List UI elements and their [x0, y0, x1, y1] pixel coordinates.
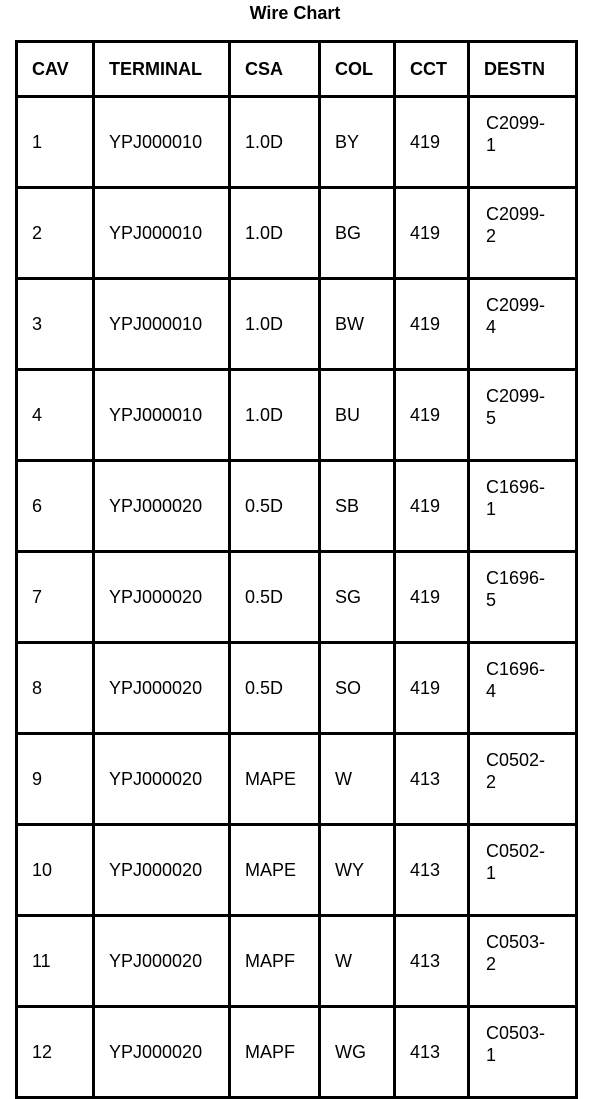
destn-line: C1696- [486, 659, 546, 679]
cell-terminal: YPJ000010 [94, 97, 230, 188]
cell-col: BU [320, 370, 395, 461]
cell-cct: 419 [395, 552, 469, 643]
destn-line: C2099- [486, 204, 546, 224]
cell-cct: 419 [395, 461, 469, 552]
table-row [17, 734, 577, 825]
header-row [17, 42, 577, 97]
cell-csa: 1.0D [230, 97, 320, 188]
cell-cct: 419 [395, 188, 469, 279]
cell-csa: 1.0D [230, 188, 320, 279]
cell-csa: 0.5D [230, 461, 320, 552]
destn-line: 1 [486, 863, 497, 883]
table-row [17, 97, 577, 188]
cell-cct: 413 [395, 1007, 469, 1098]
cell-cav: 8 [17, 643, 94, 734]
destn-line: 1 [486, 1045, 497, 1065]
table-row [17, 825, 577, 916]
cell-destn [469, 552, 577, 643]
cell-cav: 10 [17, 825, 94, 916]
cell-terminal: YPJ000020 [94, 1007, 230, 1098]
cell-cav: 9 [17, 734, 94, 825]
cell-cav: 12 [17, 1007, 94, 1098]
destn-line: C0502- [486, 750, 546, 770]
cell-col: W [320, 734, 395, 825]
column-header-cav: CAV [17, 42, 94, 97]
destn-line: C2099- [486, 295, 546, 315]
cell-terminal: YPJ000010 [94, 188, 230, 279]
cell-csa: MAPF [230, 1007, 320, 1098]
cell-cav: 6 [17, 461, 94, 552]
cell-csa: 1.0D [230, 279, 320, 370]
cell-csa: MAPE [230, 734, 320, 825]
destn-line: 1 [486, 135, 497, 155]
cell-terminal: YPJ000010 [94, 279, 230, 370]
cell-col: SG [320, 552, 395, 643]
cell-destn [469, 734, 577, 825]
cell-cct: 419 [395, 279, 469, 370]
cell-destn [469, 279, 577, 370]
destn-line: C0503- [486, 932, 546, 952]
destn-line: 2 [486, 954, 497, 974]
page-title: Wire Chart [249, 3, 341, 23]
column-header-destn: DESTN [469, 42, 577, 97]
cell-destn [469, 1007, 577, 1098]
destn-line: 5 [486, 590, 497, 610]
cell-cct: 419 [395, 370, 469, 461]
column-header-terminal: TERMINAL [94, 42, 230, 97]
cell-cav: 4 [17, 370, 94, 461]
cell-cav: 1 [17, 97, 94, 188]
destn-line: C0502- [486, 841, 546, 861]
cell-col: W [320, 916, 395, 1007]
cell-col: WY [320, 825, 395, 916]
cell-col: WG [320, 1007, 395, 1098]
table-row [17, 643, 577, 734]
cell-cct: 419 [395, 97, 469, 188]
column-header-csa: CSA [230, 42, 320, 97]
destn-line: 1 [486, 499, 497, 519]
destn-line: 2 [486, 226, 497, 246]
destn-line: C0503- [486, 1023, 546, 1043]
cell-destn [469, 461, 577, 552]
cell-terminal: YPJ000020 [94, 643, 230, 734]
column-header-cct: CCT [395, 42, 469, 97]
table-row [17, 370, 577, 461]
cell-csa: 1.0D [230, 370, 320, 461]
cell-csa: 0.5D [230, 643, 320, 734]
destn-line: C2099- [486, 113, 546, 133]
cell-cct: 413 [395, 916, 469, 1007]
cell-terminal: YPJ000020 [94, 461, 230, 552]
table-row [17, 552, 577, 643]
cell-destn [469, 825, 577, 916]
table-body [17, 97, 577, 1098]
destn-line: 4 [486, 681, 497, 701]
destn-line: 2 [486, 772, 497, 792]
cell-cav: 7 [17, 552, 94, 643]
destn-line: C1696- [486, 477, 546, 497]
cell-destn [469, 370, 577, 461]
table-row [17, 916, 577, 1007]
destn-line: C2099- [486, 386, 546, 406]
cell-terminal: YPJ000020 [94, 552, 230, 643]
table-row [17, 461, 577, 552]
cell-cct: 419 [395, 643, 469, 734]
cell-cav: 2 [17, 188, 94, 279]
cell-col: BY [320, 97, 395, 188]
column-header-col: COL [320, 42, 395, 97]
table-row [17, 279, 577, 370]
table-row [17, 1007, 577, 1098]
destn-line: 4 [486, 317, 497, 337]
cell-col: SB [320, 461, 395, 552]
cell-destn [469, 916, 577, 1007]
cell-csa: MAPF [230, 916, 320, 1007]
cell-terminal: YPJ000020 [94, 916, 230, 1007]
cell-col: SO [320, 643, 395, 734]
cell-cct: 413 [395, 734, 469, 825]
destn-line: C1696- [486, 568, 546, 588]
cell-destn [469, 97, 577, 188]
cell-terminal: YPJ000010 [94, 370, 230, 461]
cell-csa: MAPE [230, 825, 320, 916]
cell-terminal: YPJ000020 [94, 825, 230, 916]
cell-terminal: YPJ000020 [94, 734, 230, 825]
cell-csa: 0.5D [230, 552, 320, 643]
cell-cct: 413 [395, 825, 469, 916]
wire-chart-table [15, 40, 578, 1099]
destn-line: 5 [486, 408, 497, 428]
cell-col: BW [320, 279, 395, 370]
cell-destn [469, 188, 577, 279]
cell-col: BG [320, 188, 395, 279]
cell-destn [469, 643, 577, 734]
table-row [17, 188, 577, 279]
cell-cav: 3 [17, 279, 94, 370]
cell-cav: 11 [17, 916, 94, 1007]
